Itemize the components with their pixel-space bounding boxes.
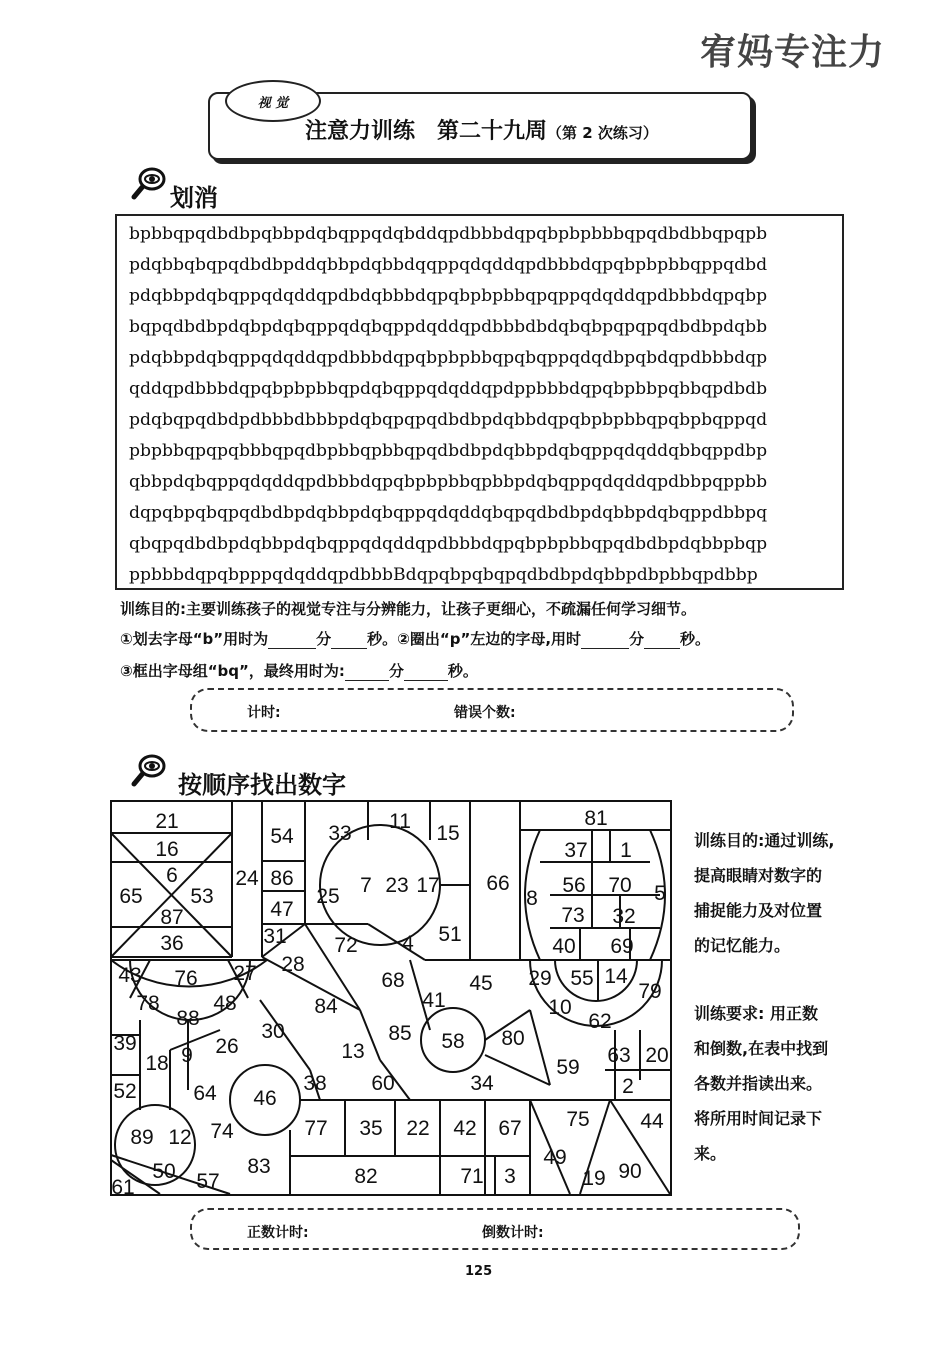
side-requirements bbox=[694, 996, 864, 1171]
puzzle-number: 79 bbox=[638, 980, 662, 1003]
puzzle-number: 54 bbox=[270, 825, 294, 848]
letter-row: ppbbbdqpqbpppqdqddqpdbbbBdqpqbpqbqpqdbdbpdqbbpdbpbbqpdbbp bbox=[129, 565, 758, 585]
puzzle-number: 13 bbox=[341, 1040, 365, 1063]
puzzle-number: 2 bbox=[622, 1075, 634, 1098]
puzzle-number: 14 bbox=[604, 965, 628, 988]
puzzle-number: 15 bbox=[436, 822, 460, 845]
puzzle-number: 77 bbox=[304, 1117, 328, 1140]
puzzle-number: 52 bbox=[113, 1080, 137, 1103]
puzzle-number: 34 bbox=[470, 1072, 494, 1095]
puzzle-number: 5 bbox=[654, 882, 666, 905]
puzzle-number: 16 bbox=[155, 838, 179, 861]
puzzle-number: 22 bbox=[406, 1117, 430, 1140]
puzzle-number: 44 bbox=[640, 1110, 664, 1133]
letter-row: pbpbbqpqpqbbbqpqdbpbbqpbbqpqdbdbpdqbbpdqbqppqdqddqbbqppdbp bbox=[129, 441, 768, 461]
puzzle-number: 28 bbox=[281, 953, 305, 976]
puzzle-number: 41 bbox=[422, 989, 446, 1012]
puzzle-number: 3 bbox=[504, 1165, 516, 1188]
side-line: 捕捉能力及对位置 bbox=[694, 901, 823, 920]
task2-text: ③框出字母组“bq”，最终用时为: bbox=[120, 662, 345, 680]
puzzle-number: 51 bbox=[438, 923, 462, 946]
puzzle-number: 4 bbox=[402, 932, 414, 955]
minutes-label: 分 bbox=[316, 630, 332, 648]
answer-blank[interactable] bbox=[581, 630, 629, 649]
magnifier-eye-icon bbox=[128, 165, 168, 203]
puzzle-number: 81 bbox=[584, 807, 608, 830]
side-line: 的记忆能力。 bbox=[694, 936, 791, 955]
answer-blank[interactable] bbox=[404, 662, 448, 681]
minutes-label: 分 bbox=[388, 662, 404, 680]
puzzle-number: 48 bbox=[213, 992, 237, 1015]
letter-row: pdqbqpqdbdpdbbbdbbbpdqbqpqpqdbdbpdqbbdqpqbpbpbbqpqbpbqppqd bbox=[129, 410, 768, 430]
letter-row: dqpqbpqbqpqdbdbpdqbbpdqbqppqdqddqbqpqdbdbpdqbbpdqbqppdbbpq bbox=[129, 503, 768, 523]
letter-row: qbbpdqbqppqdqddqpdbbbdqpqbpbpbbqpbbpdqbqppqdqddqpdbbpqppbb bbox=[129, 472, 768, 492]
side-line: 训练目的:通过训练, bbox=[694, 831, 835, 850]
puzzle-number: 74 bbox=[210, 1120, 234, 1143]
side-line: 将所用时间记录下 bbox=[694, 1109, 823, 1128]
section2-title: 按顺序找出数字 bbox=[178, 771, 346, 799]
puzzle-number: 86 bbox=[270, 867, 294, 890]
puzzle-number: 49 bbox=[543, 1146, 567, 1169]
answer-blank[interactable] bbox=[345, 662, 389, 681]
puzzle-number: 82 bbox=[354, 1165, 378, 1188]
puzzle-number: 75 bbox=[566, 1108, 590, 1131]
timer-box bbox=[190, 688, 794, 732]
page-title bbox=[305, 114, 658, 145]
puzzle-number: 87 bbox=[160, 906, 184, 929]
puzzle-number: 12 bbox=[168, 1126, 192, 1149]
seconds-label: 秒。 bbox=[447, 662, 478, 680]
puzzle-number: 58 bbox=[441, 1030, 465, 1053]
puzzle-number: 63 bbox=[607, 1044, 631, 1067]
puzzle-number: 57 bbox=[196, 1170, 220, 1193]
magnifier-eye-icon bbox=[128, 752, 168, 790]
puzzle-number: 26 bbox=[215, 1035, 239, 1058]
answer-blank[interactable] bbox=[331, 630, 367, 649]
puzzle-number: 64 bbox=[193, 1082, 217, 1105]
puzzle-number: 85 bbox=[388, 1022, 412, 1045]
puzzle-number: 71 bbox=[460, 1165, 484, 1188]
puzzle-number: 56 bbox=[562, 874, 586, 897]
puzzle-number: 8 bbox=[526, 887, 538, 910]
puzzle-number: 69 bbox=[610, 935, 634, 958]
puzzle-number: 9 bbox=[181, 1044, 193, 1067]
forward-timer-label: 正数计时: bbox=[247, 1225, 309, 1241]
puzzle-number: 68 bbox=[381, 969, 405, 992]
puzzle-number: 72 bbox=[334, 934, 358, 957]
puzzle-number: 88 bbox=[176, 1007, 200, 1030]
puzzle-number: 1 bbox=[620, 839, 632, 862]
puzzle-number: 84 bbox=[314, 995, 338, 1018]
side-purpose bbox=[694, 823, 864, 963]
puzzle-number: 67 bbox=[498, 1117, 522, 1140]
puzzle-number: 38 bbox=[303, 1072, 327, 1095]
page-number: 125 bbox=[465, 1264, 493, 1279]
puzzle-number: 55 bbox=[570, 967, 594, 990]
puzzle-number: 50 bbox=[152, 1160, 176, 1183]
puzzle-number: 31 bbox=[263, 925, 287, 948]
puzzle-number: 66 bbox=[486, 872, 510, 895]
title-sub: （第 2 次练习） bbox=[547, 124, 658, 142]
puzzle-number: 62 bbox=[588, 1010, 612, 1033]
letter-row: bpbbqpqdbdbpqbbpdqbqppqdqbddqpdbbbdqpqbpbpbbbqpqdbdbbqpqpb bbox=[129, 224, 768, 244]
puzzle-number: 20 bbox=[645, 1044, 669, 1067]
puzzle-number: 46 bbox=[253, 1087, 277, 1110]
puzzle-number: 32 bbox=[612, 905, 636, 928]
purpose-text: 训练目的:主要训练孩子的视觉专注与分辨能力，让孩子更细心，不疏漏任何学习细节。 bbox=[120, 600, 697, 618]
side-line: 和倒数,在表中找到 bbox=[694, 1039, 829, 1058]
task-line-1 bbox=[120, 628, 710, 649]
puzzle-number: 90 bbox=[618, 1160, 642, 1183]
puzzle-number: 24 bbox=[235, 867, 259, 890]
section1-title: 划消 bbox=[170, 184, 218, 212]
puzzle-number: 42 bbox=[453, 1117, 477, 1140]
letter-row: pdqbbpdqbqppqdqddqpdbdqbbbdqpqbpbpbbqpqppqdqddqpdbbbdqpqbp bbox=[129, 286, 768, 306]
errors-label: 错误个数: bbox=[454, 705, 516, 721]
puzzle-number: 89 bbox=[130, 1126, 154, 1149]
title-main: 注意力训练 第二十九周 bbox=[305, 119, 548, 144]
puzzle-number: 21 bbox=[155, 810, 179, 833]
puzzle-number: 25 bbox=[316, 885, 340, 908]
task1-text-2: 秒。②圈出“p”左边的字母,用时 bbox=[367, 630, 582, 648]
puzzle-number: 60 bbox=[371, 1072, 395, 1095]
timer-label: 计时: bbox=[247, 705, 281, 721]
puzzle-number: 39 bbox=[113, 1032, 137, 1055]
puzzle-number: 83 bbox=[247, 1155, 271, 1178]
puzzle-number: 17 bbox=[416, 874, 440, 897]
answer-blank[interactable] bbox=[268, 630, 316, 649]
puzzle-number: 59 bbox=[556, 1056, 580, 1079]
puzzle-number: 11 bbox=[389, 810, 411, 833]
side-line: 提高眼睛对数字的 bbox=[694, 866, 823, 885]
count-timer-box bbox=[190, 1208, 800, 1250]
puzzle-number: 29 bbox=[528, 967, 552, 990]
puzzle-number: 80 bbox=[501, 1027, 525, 1050]
puzzle-number: 70 bbox=[608, 874, 632, 897]
puzzle-number: 33 bbox=[328, 822, 352, 845]
puzzle-number: 18 bbox=[145, 1052, 169, 1075]
puzzle-number: 19 bbox=[582, 1167, 606, 1190]
answer-blank[interactable] bbox=[644, 630, 680, 649]
backward-timer-label: 倒数计时: bbox=[482, 1225, 544, 1241]
puzzle-number: 6 bbox=[166, 864, 178, 887]
number-puzzle bbox=[110, 800, 672, 1196]
puzzle-number: 27 bbox=[233, 962, 257, 985]
puzzle-number: 37 bbox=[564, 839, 588, 862]
puzzle-number: 73 bbox=[561, 904, 585, 927]
letter-row: pdqbbpdqbqppqdqddqpdbbbdqpqbpbpbbqpqbqppqdqdbpqbdqpdbbbdqp bbox=[129, 348, 768, 368]
puzzle-number: 78 bbox=[136, 992, 160, 1015]
letter-row: qbqpqdbdbpdqbbpdqbqppqdqddqpdbbbdqpqbpbpbbqpqdbdbpdqbbpbqp bbox=[129, 534, 768, 554]
letter-row: pdqbbqbqpqdbdbpddqbbpdqbbdqqppqdqddqpdbbbdqpqbpbpbbqppqdbd bbox=[129, 255, 768, 275]
letter-row: bqpqdbdbpdqbpdqbqppqdqbqppdqddqpdbbbdbdqbqbpqpqpqdbdbpdqbb bbox=[129, 317, 768, 337]
puzzle-number: 7 bbox=[360, 874, 372, 897]
puzzle-number: 23 bbox=[385, 874, 409, 897]
puzzle-number: 65 bbox=[119, 885, 143, 908]
puzzle-number: 35 bbox=[359, 1117, 383, 1140]
puzzle-number: 53 bbox=[190, 885, 214, 908]
puzzle-number: 45 bbox=[469, 972, 493, 995]
puzzle-number: 36 bbox=[160, 932, 184, 955]
letter-grid bbox=[115, 214, 844, 590]
puzzle-number: 40 bbox=[552, 935, 576, 958]
task1-text: ①划去字母“b”用时为 bbox=[120, 630, 269, 648]
seconds-label: 秒。 bbox=[680, 630, 711, 648]
category-tab: 视 觉 bbox=[225, 80, 321, 122]
letter-row: qddqpdbbbdqpqbpbpbbqpdqbqppqdqddqpdppbbbdqpqbpbbpqbbqpdbdb bbox=[129, 379, 768, 399]
minutes-label: 分 bbox=[629, 630, 645, 648]
puzzle-number: 30 bbox=[261, 1020, 285, 1043]
puzzle-number: 61 bbox=[111, 1176, 135, 1196]
side-line: 训练要求: 用正数 bbox=[694, 1004, 818, 1023]
puzzle-number: 47 bbox=[270, 898, 294, 921]
puzzle-number: 10 bbox=[548, 996, 572, 1019]
puzzle-number: 76 bbox=[174, 967, 198, 990]
side-line: 来。 bbox=[694, 1144, 727, 1163]
puzzle-number: 43 bbox=[118, 964, 142, 987]
task-line-2 bbox=[120, 660, 478, 681]
brand-title: 宥妈专注力 bbox=[700, 32, 886, 73]
side-line: 各数并指读出来。 bbox=[694, 1074, 823, 1093]
